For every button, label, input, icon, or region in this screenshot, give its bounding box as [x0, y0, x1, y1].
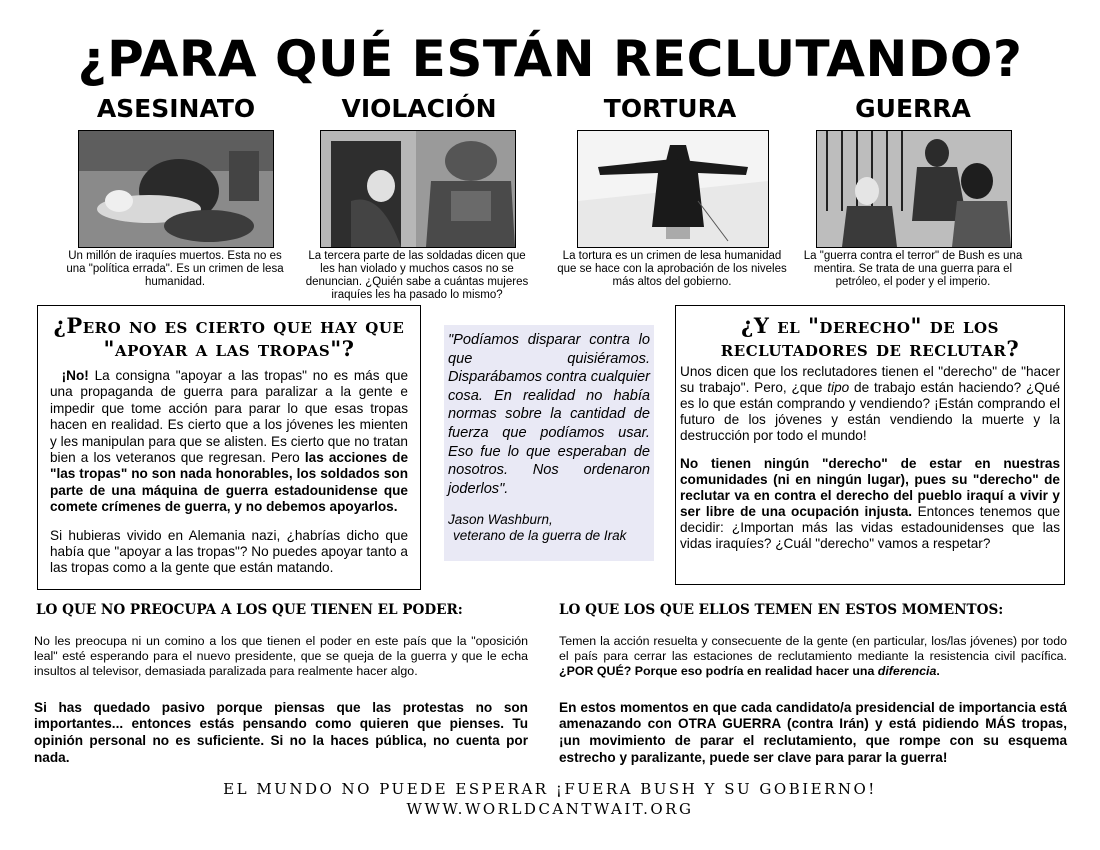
right-box-paragraph-1: Unos dicen que los reclutadores tienen el "derecho" de "hacer su trabajo". Pero, ¿que tipo de trabajo están haciendo? ¿Qué es lo que están comprando y vendiendo? ¡Están comprando el futuro de los jóvenes y están vendiendo la muerte y la destrucción por todo el mundo! [680, 364, 1061, 443]
right-box-bold-statement: No tienen ningún "derecho" de estar en nuestras comunidades (ni en ningún lugar), pues su "derecho" de reclutar va en contra el derecho del pueblo iraquí a vivir y ser libre de una ocupación injusta. [680, 456, 1060, 519]
fear-paragraph-1: Temen la acción resuelta y consecuente de la gente (en particular, los/las jóvenes) por todo el país para cerrar las estaciones de reclutamiento mediante la resistencia civil pacífica. ¿POR QUÉ? Porque eso podría en realidad hacer una diferencia. [559, 634, 1067, 679]
left-box-lead: ¡No! [61, 368, 89, 383]
section-body-fear [559, 634, 1067, 779]
section-heading-fear: LO QUE LOS QUE ELLOS TEMEN EN ESTOS MOMENTOS: [559, 602, 1004, 618]
photo-crying-family [816, 130, 1012, 248]
photo-dead-child [78, 130, 274, 248]
fear-paragraph-2: En estos momentos en que cada candidato/a presidencial de importancia está amenazando con OTRA GUERRA (contra Irán) y está pidiendo MÁS tropas, ¡un movimiento de parar el reclutamiento, que rompe con su esquema estrecho y paralizante, puede ser clave para parar la guerra! [559, 699, 1067, 765]
right-argument-box [675, 305, 1065, 585]
left-box-paragraph-2: Si hubieras vivido en Alemania nazi, ¿habrías dicho que había que "apoyar a las tropas"? No puedes apoyar tanto a las tropas como a la gente que están matando. [50, 527, 408, 576]
quote-box [444, 325, 654, 561]
quote-author-name: Jason Washburn, [448, 512, 553, 528]
left-box-body [50, 368, 408, 577]
footer-website[interactable]: WWW.WORLDCANTWAIT.ORG [406, 800, 694, 818]
quote-text: "Podíamos disparar contra lo que quisiéramos. Disparábamos contra cualquier cosa. En realidad no había normas sobre la cantidad de fuerza que podíamos usar. Eso fue lo que esperaban de nosotros. Nos ordenaron joderlos". [448, 332, 650, 497]
category-title-murder: ASESINATO [96, 94, 256, 123]
section-body-power [34, 634, 528, 779]
section-heading-power: LO QUE NO PREOCUPA A LOS QUE TIENEN EL PODER: [36, 602, 463, 618]
caption-murder: Un millón de iraquíes muertos. Esta no es una "política errada". Es un crimen de lesa humanidad. [66, 250, 284, 288]
caption-war: La "guerra contra el terror" de Bush es una mentira. Se trata de una guerra para el petróleo, el poder y el imperio. [803, 250, 1023, 288]
power-paragraph-1: No les preocupa ni un comino a los que tienen el poder en este país que la "oposición leal" esté esperando para el nuevo presidente, que se queja de la guerra y que le echa insultos al televisor, demasiada paralizada para realmente hacer algo. [34, 634, 528, 679]
left-box-paragraph-1: ¡No! La consigna "apoyar a las tropas" no es más que una propaganda de guerra para paralizar a la gente e impedir que tome acción para parar lo que esas tropas hacen en realidad. Es cierto que a los jóvenes les mienten y les manipulan para que se alisten. Es cierto que no tratan bien a los veteranos que regresan. Pero las acciones de "las tropas" no son nada honorables, los soldados son parte de una máquina de guerra estadounidense que comete crímenes de guerra, y no debemos apoyarlos. [50, 368, 409, 515]
page-headline: ¿PARA QUÉ ESTÁN RECLUTANDO? [77, 30, 1023, 88]
quote-author-title: veterano de la guerra de Irak [453, 528, 627, 544]
footer-slogan: EL MUNDO NO PUEDE ESPERAR ¡FUERA BUSH Y SU GOBIERNO! [223, 780, 877, 798]
power-paragraph-2: Si has quedado pasivo porque piensas que las protestas no son importantes... entonces estás pensando como quieren que pienses. Tu opinión personal no es suficiente. Si no la haces pública, no cuenta por nada. [34, 699, 528, 765]
photo-hooded-prisoner [577, 130, 769, 248]
right-box-title: ¿Y el "derecho" de los reclutadores de reclutar? [720, 313, 1020, 361]
right-box-body [680, 364, 1060, 552]
caption-torture: La tortura es un crimen de lesa humanidad que se hace con la aprobación de los niveles más altos del gobierno. [557, 250, 787, 288]
quote-author [448, 512, 650, 544]
category-title-torture: TORTURA [603, 94, 737, 123]
caption-rape: La tercera parte de las soldadas dicen que les han violado y muchos casos no se denuncian. ¿Quién sabe a cuántas mujeres iraquíes les ha pasado lo mismo? [305, 250, 529, 301]
photo-soldier-woman [320, 130, 516, 248]
left-box-bold-statement: las acciones de "las tropas" no son nada honorables, los soldados son parte de una máquina de guerra estadounidense que comete crímenes de guerra, y no debemos apoyarlos. [50, 450, 409, 515]
right-box-paragraph-2: No tienen ningún "derecho" de estar en nuestras comunidades (ni en ningún lugar), pues su "derecho" de reclutar va en contra el derecho del pueblo iraquí a vivir y ser libre de una ocupación injusta. Entonces tenemos que decidir: ¿Importan más las vidas estadounidenses que las vidas iraquíes? ¿Cuál "derecho" vamos a respetar? [680, 456, 1061, 551]
left-box-title: ¿Pero no es cierto que hay que "apoyar a las tropas"? [53, 313, 405, 361]
left-argument-box [37, 305, 421, 590]
category-title-rape: VIOLACIÓN [341, 94, 497, 123]
category-title-war: GUERRA [855, 94, 971, 123]
